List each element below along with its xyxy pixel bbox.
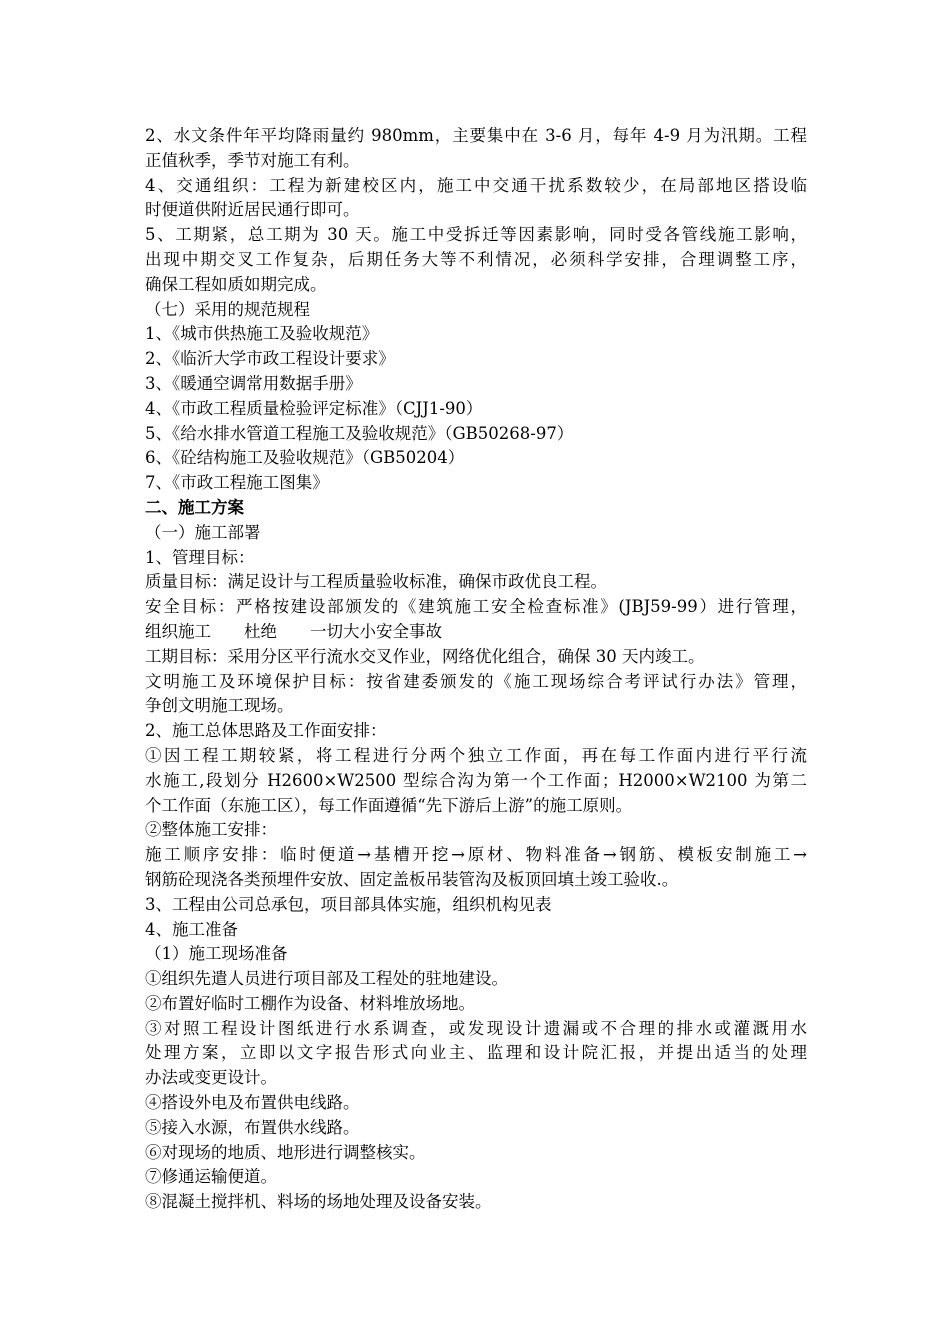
text-line: ⑦修通运输便道。 [145, 1167, 277, 1187]
text-line: 钢筋砼现浇各类预埋件安放、固定盖板吊装管沟及板顶回填土竣工验收.。 [145, 869, 679, 889]
text-line: 2、施工总体思路及工作面安排： [145, 721, 387, 741]
text-line: （1）施工现场准备 [145, 944, 288, 964]
text-line: ②整体施工安排： [145, 820, 277, 840]
text-line: 5、《给水排水管道工程施工及验收规范》（GB50268-97） [145, 423, 574, 443]
text-line: 组织施工 杜绝 一切大小安全事故 [145, 621, 442, 641]
text-line: 争创文明施工现场。 [145, 696, 294, 716]
text-line: ①组织先遣人员进行项目部及工程处的驻地建设。 [145, 969, 508, 989]
text-line: （七）采用的规范规程 [145, 299, 310, 319]
text-line: ①因工程工期较紧，将工程进行分两个独立工作面，再在每工作面内进行平行流 [145, 745, 807, 765]
text-line: 4、交通组织：工程为新建校区内，施工中交通干扰系数较少，在局部地区搭设临 [145, 175, 807, 195]
text-line: 1、《城市供热施工及验收规范》 [145, 324, 379, 344]
document-body [145, 124, 807, 1215]
section-heading: 二、施工方案 [145, 497, 244, 517]
text-line: ③对照工程设计图纸进行水系调查，或发现设计遗漏或不合理的排水或灌溉用水 [145, 1018, 807, 1038]
text-line: （一）施工部署 [145, 522, 261, 542]
text-line: 1、管理目标： [145, 547, 255, 567]
text-line: 确保工程如质如期完成。 [145, 274, 327, 294]
text-line: 办法或变更设计。 [145, 1068, 277, 1088]
text-line: ⑧混凝土搅拌机、料场的场地处理及设备安装。 [145, 1192, 492, 1212]
text-line: ②布置好临时工棚作为设备、材料堆放场地。 [145, 993, 475, 1013]
text-line: 时便道供附近居民通行即可。 [145, 200, 360, 220]
text-line: 5、工期紧，总工期为 30 天。施工中受拆迁等因素影响，同时受各管线施工影响， [145, 225, 807, 245]
text-line: 出现中期交叉工作复杂，后期任务大等不利情况，必须科学安排，合理调整工序， [145, 249, 807, 269]
text-line: 3、工程由公司总承包，项目部具体实施，组织机构见表 [145, 894, 552, 914]
text-line: 2、《临沂大学市政工程设计要求》 [145, 349, 395, 369]
text-line: 3、《暖通空调常用数据手册》 [145, 373, 362, 393]
text-line: ④搭设外电及布置供电线路。 [145, 1093, 360, 1113]
text-line: 水施工,段划分 H2600×W2500 型综合沟为第一个工作面；H2000×W2100 为第二 [145, 770, 807, 790]
text-line: 2、水文条件年平均降雨量约 980mm，主要集中在 3-6 月，每年 4-9 月为汛期。工程 [145, 126, 807, 145]
text-line: 7、《市政工程施工图集》 [145, 473, 329, 493]
text-line: 6、《砼结构施工及验收规范》（GB50204） [145, 448, 465, 468]
text-line: 4、《市政工程质量检验评定标准》（CJJ1-90） [145, 398, 483, 418]
text-line: ⑤接入水源，布置供水线路。 [145, 1117, 360, 1137]
text-line: 施工顺序安排：临时便道→基槽开挖→原材、物料准备→钢筋、模板安制施工→ [145, 845, 807, 865]
text-line: 工期目标：采用分区平行流水交叉作业，网络优化组合，确保 30 天内竣工。 [145, 646, 705, 666]
text-line: 处理方案，立即以文字报告形式向业主、监理和设计院汇报，并提出适当的处理 [145, 1043, 807, 1063]
text-line: 文明施工及环境保护目标：按省建委颁发的《施工现场综合考评试行办法》管理， [145, 671, 807, 691]
text-line: ⑥对现场的地质、地形进行调整核实。 [145, 1142, 426, 1162]
text-line: 4、施工准备 [145, 919, 238, 939]
text-line: 正值秋季，季节对施工有利。 [145, 150, 360, 170]
text-line: 质量目标：满足设计与工程质量验收标准，确保市政优良工程。 [145, 572, 607, 592]
text-line: 安全目标：严格按建设部颁发的《建筑施工安全检查标准》(JBJ59-99）进行管理， [145, 597, 807, 617]
text-line: 个工作面（东施工区），每工作面遵循“先下游后上游”的施工原则。 [145, 795, 633, 815]
